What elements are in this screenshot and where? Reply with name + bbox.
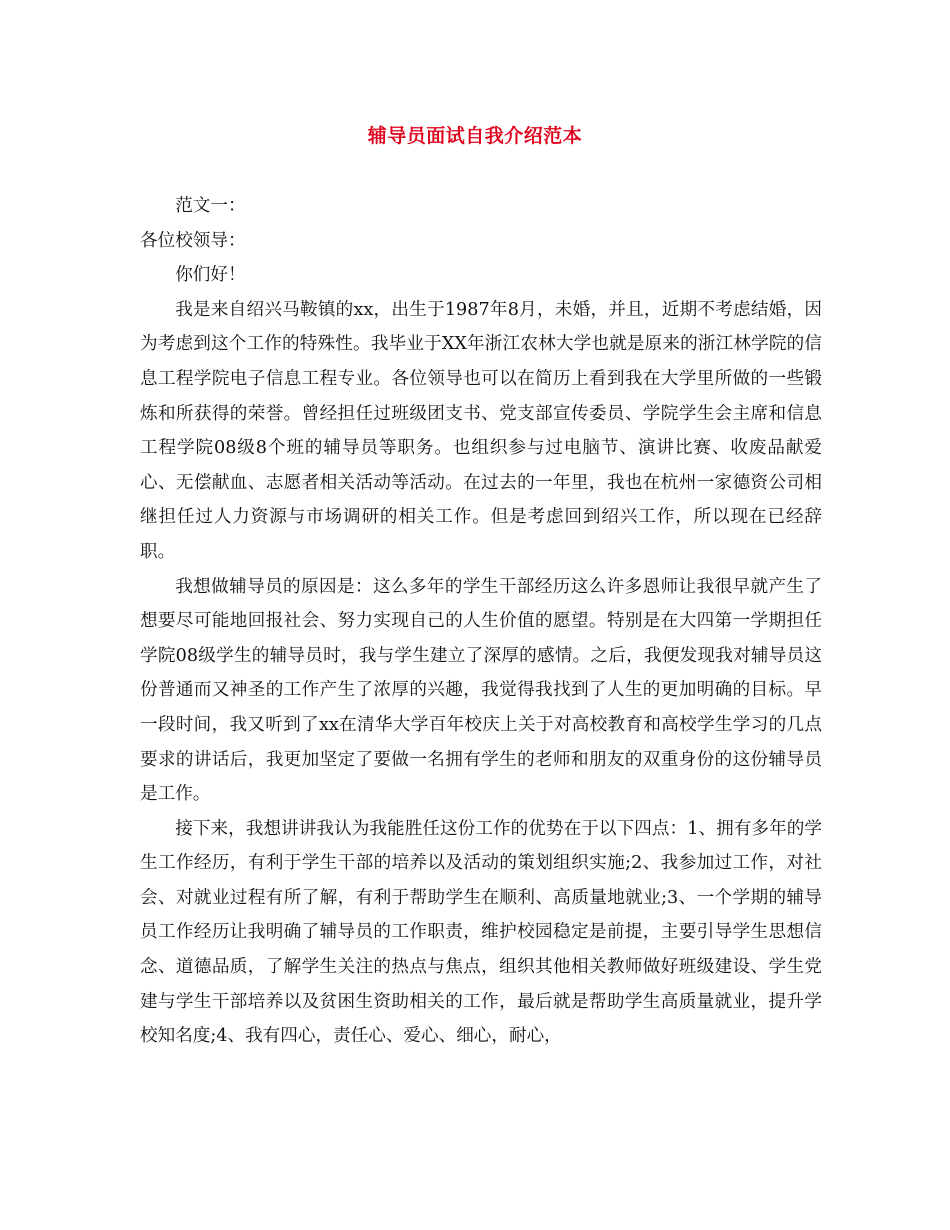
paragraph-salutation: 各位校领导： bbox=[140, 230, 246, 251]
paragraph-heading-sample-one: 范文一： bbox=[175, 196, 246, 216]
paragraph-strengths: 接下来，我想讲讲我认为我能胜任这份工作的优势在于以下四点：1、拥有多年的学生工作经历，有利于学生干部的培养以及活动的策划组织实施;2、我参加过工作，对社会、对就业过程有所了解，有利于帮助学生在顺利、高质量地就业;3、一个学期的辅导员工作经历让我明确了辅导员的工作职责，维护校园稳定是前提，主要引导学生思想信念、道德品质，了解学生关注的热点与焦点，组织其他相关教师做好班级建设、学生党建与学生干部培养以及贫困生资助相关的工作，最后就是帮助学生高质量就业，提升学校知名度;4、我有四心，责任心、爱心、细心，耐心， bbox=[140, 818, 822, 1047]
paragraph-background: 我是来自绍兴马鞍镇的xx，出生于1987年8月，未婚，并且，近期不考虑结婚，因为考虑到这个工作的特殊性。我毕业于XX年浙江农林大学也就是原来的浙江林学院的信息工程学院电子信息工程专业。各位领导也可以在简历上看到我在大学里所做的一些锻炼和所获得的荣誉。曾经担任过班级团支书、党支部宣传委员、学院学生会主席和信息工程学院08级8个班的辅导员等职务。也组织参与过电脑节、演讲比赛、收废品献爱心、无偿献血、志愿者相关活动等活动。在过去的一年里，我也在杭州一家德资公司相继担任过人力资源与市场调研的相关工作。但是考虑回到绍兴工作，所以现在已经辞职。 bbox=[140, 299, 822, 562]
paragraph-motivation: 我想做辅导员的原因是：这么多年的学生干部经历这么许多恩师让我很早就产生了想要尽可能地回报社会、努力实现自己的人生价值的愿望。特别是在大四第一学期担任学院08级学生的辅导员时，我与学生建立了深厚的感情。之后，我便发现我对辅导员这份普通而又神圣的工作产生了浓厚的兴趣，我觉得我找到了人生的更加明确的目标。早一段时间，我又听到了xx在清华大学百年校庆上关于对高校教育和高校学生学习的几点要求的讲话后，我更加坚定了要做一名拥有学生的老师和朋友的双重身份的这份辅导员是工作。 bbox=[140, 576, 822, 805]
document-title: 辅导员面试自我介绍范本 bbox=[367, 125, 583, 147]
paragraph-greeting: 你们好！ bbox=[175, 265, 246, 286]
document-body bbox=[140, 189, 822, 1054]
